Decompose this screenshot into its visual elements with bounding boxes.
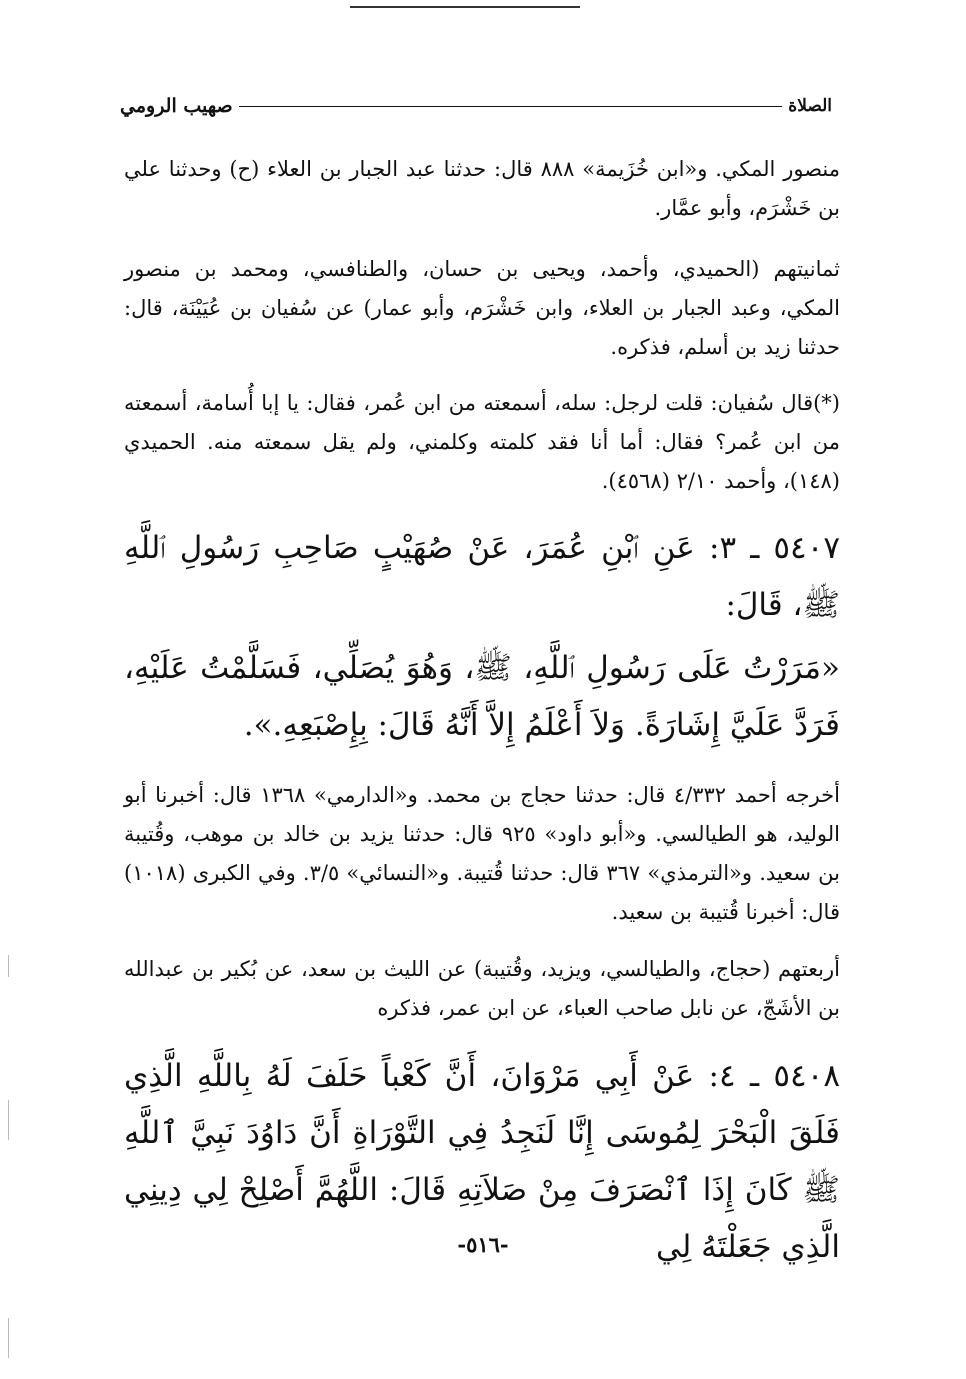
- narrators-note: ثمانيتهم (الحميدي، وأحمد، ويحيى بن حسان، والطنافسي، ومحمد بن منصور المكي، وعبد الجبار بن العلاء، وابن خَشْرَم، وأبو عمار) عن سُفيان بن عُيَيْنَة، قال: حدثنا زيد بن أسلم، فذكره.: [124, 257, 840, 359]
- source-note-continuation: منصور المكي. و«ابن خُزَيمة» ٨٨٨ قال: حدثنا عبد الجبار بن العلاء (ح) وحدثنا علي بن خَشْرَم، وأبو عمَّار.: [124, 157, 840, 220]
- hadith-5407-sources: أخرجه أحمد ٤/٣٣٢ قال: حدثنا حجاج بن محمد. و«الدارمي» ١٣٦٨ قال: أخبرنا أبو الوليد، هو الطيالسي. و«أبو داود» ٩٢٥ قال: حدثنا يزيد بن خالد بن موهب، وقُتيبة بن سعيد. و«الترمذي» ٣٦٧ قال: حدثنا قُتيبة. و«النسائي» ٣/٥. وفي الكبرى (١٠١٨) قال: أخبرنا قُتيبة بن سعيد.: [124, 783, 840, 924]
- margin-mark: [8, 1100, 9, 1140]
- page-number: -٥١٦-: [457, 1232, 509, 1257]
- margin-mark: [8, 955, 9, 977]
- top-rule: [350, 6, 580, 8]
- hadith-5407-chain: أربعتهم (حجاج، والطيالسي، ويزيد، وقُتيبة) عن الليث بن سعد، عن بُكير بن عبدالله بن الأشَجّ، عن نابل صاحب العباء، عن ابن عمر، فذكره: [124, 957, 840, 1020]
- running-header: [120, 88, 832, 124]
- margin-mark: [8, 1318, 9, 1358]
- hadith-5407-heading: ٥٤٠٧ ـ ٣: عَنِ ٱبْنِ عُمَرَ، عَنْ صُهَيْبٍ صَاحِبِ رَسُولِ ٱللَّهِ ﷺ، قَالَ:: [124, 530, 840, 623]
- hadith-5408-text: ٥٤٠٨ ـ ٤: عَنْ أَبِي مَرْوَانَ، أَنَّ كَعْباً حَلَفَ لَهُ بِاللَّهِ الَّذِي فَلَقَ الْبَحْرَ لِمُوسَى إِنَّا لَنَجِدُ فِي التَّوْرَاةِ أَنَّ دَاوُدَ نَبِيَّ ٱللَّهِ ﷺ كَانَ إِذَا ٱنْصَرَفَ مِنْ صَلاَتِهِ قَالَ: اللَّهُمَّ أَصْلِحْ لِي دِينِي الَّذِي جَعَلْتَهُ لِي: [124, 1058, 840, 1265]
- chapter-title: الصلاة: [788, 96, 832, 116]
- sufyan-remark: (*)قال سُفيان: قلت لرجل: سله، أسمعته من ابن عُمر، فقال: يا إبا أُسامة، أسمعته من ابن عُمر؟ فقال: أما أنا فقد كلمته وكلمني، ولم يقل سمعته منه. الحميدي (١٤٨)، وأحمد ٢/١٠ (٤٥٦٨).: [124, 391, 840, 493]
- book-title: صهيب الرومي: [120, 95, 233, 117]
- header-rule: [239, 106, 783, 107]
- hadith-5407-text: «مَرَرْتُ عَلَى رَسُولِ ٱللَّهِ، ﷺ، وَهُوَ يُصَلِّي، فَسَلَّمْتُ عَلَيْهِ، فَرَدَّ عَلَيَّ إِشَارَةً. وَلاَ أَعْلَمُ إِلاَّ أَنَّهُ قَالَ: بِإِصْبَعِهِ.».: [124, 650, 840, 743]
